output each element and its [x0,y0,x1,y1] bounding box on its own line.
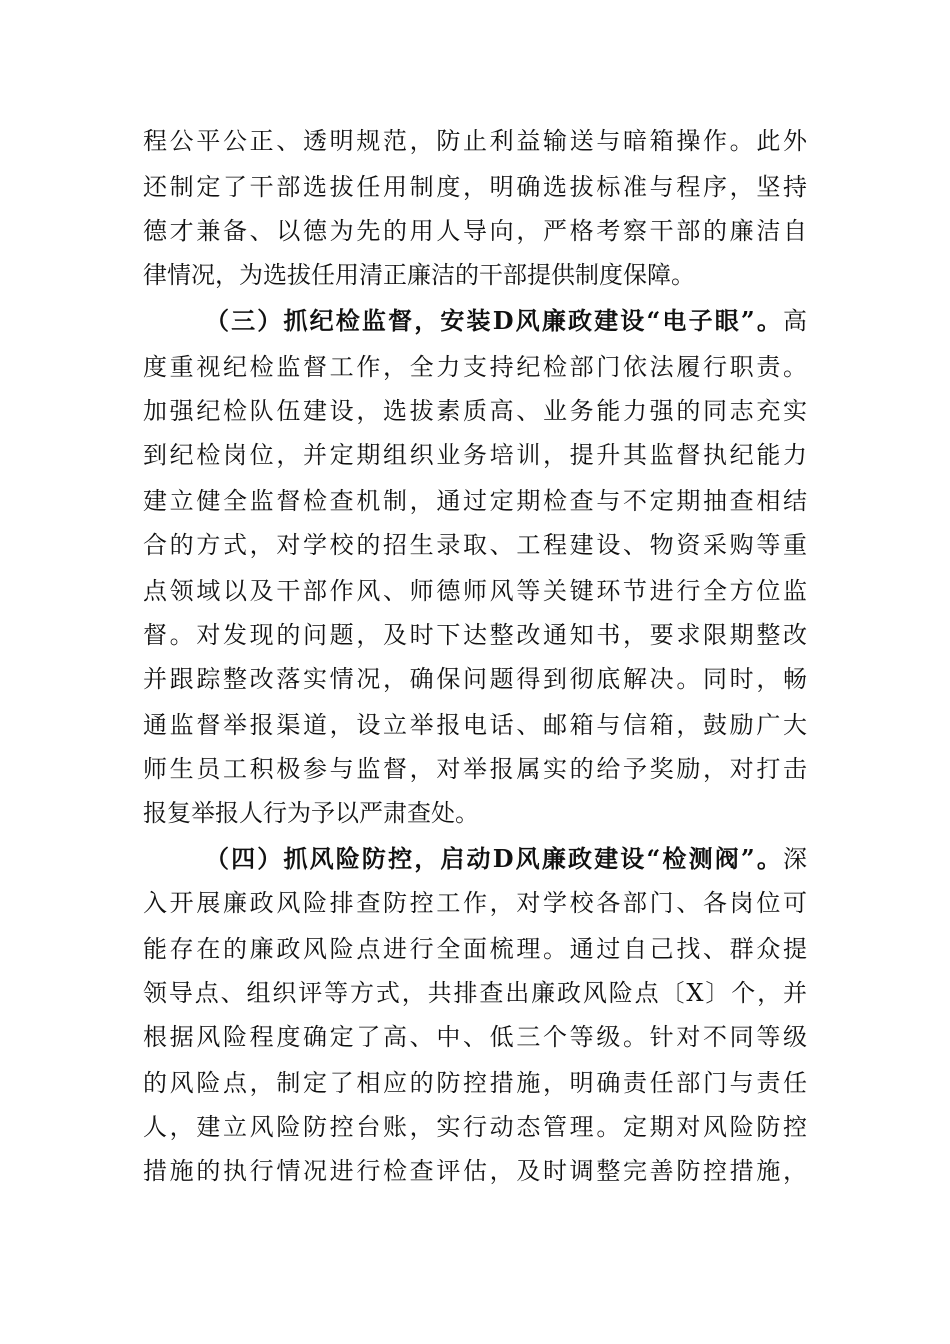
text-line: 督。对发现的问题，及时下达整改通知书，要求限期整改 [143,621,807,649]
text-line: 的风险点，制定了相应的防控措施，明确责任部门与责任 [143,1069,807,1097]
text-line: 德才兼备、以德为先的用人导向，严格考察干部的廉洁自 [143,217,807,245]
section-heading: （三）抓纪检监督，安装D风廉政建设“电子眼”。 [205,306,783,335]
text-fragment: 深 [783,845,807,873]
text-line: 律情况，为选拔任用清正廉洁的干部提供制度保障。 [143,261,695,289]
text-line: 领导点、组织评等方式，共排查出廉政风险点〔X〕个，并 [143,979,807,1007]
text-line: 根据风险程度确定了高、中、低三个等级。针对不同等级 [143,1023,807,1051]
text-line: 措施的执行情况进行检查评估，及时调整完善防控措施， [143,1157,807,1185]
text-line: 到纪检岗位，并定期组织业务培训，提升其监督执纪能力 [143,441,807,469]
text-line: 程公平公正、透明规范，防止利益输送与暗箱操作。此外 [143,127,807,155]
text-line: 建立健全监督检查机制，通过定期检查与不定期抽查相结 [143,487,807,515]
text-line: 合的方式，对学校的招生录取、工程建设、物资采购等重 [143,531,807,559]
text-line: 度重视纪检监督工作，全力支持纪检部门依法履行职责。 [143,353,807,381]
text-line: 能存在的廉政风险点进行全面梳理。通过自己找、群众提 [143,935,807,963]
text-line: 报复举报人行为予以严肃查处。 [143,799,479,827]
text-line: 通监督举报渠道，设立举报电话、邮箱与信箱，鼓励广大 [143,711,807,739]
text-line: 师生员工积极参与监督，对举报属实的给予奖励，对打击 [143,755,807,783]
text-line: 点领域以及干部作风、师德师风等关键环节进行全方位监 [143,577,807,605]
text-fragment: 高 [783,307,807,335]
text-line: 人，建立风险防控台账，实行动态管理。定期对风险防控 [143,1113,807,1141]
text-line: 并跟踪整改落实情况，确保问题得到彻底解决。同时，畅 [143,665,807,693]
text-line: 加强纪检队伍建设，选拔素质高、业务能力强的同志充实 [143,397,807,425]
paragraph-first-line [205,306,807,336]
paragraph-first-line [205,844,807,874]
section-heading: （四）抓风险防控，启动D风廉政建设“检测阀”。 [205,844,783,873]
text-line: 入开展廉政风险排查防控工作，对学校各部门、各岗位可 [143,889,807,917]
text-line: 还制定了干部选拔任用制度，明确选拔标准与程序，坚持 [143,173,807,201]
